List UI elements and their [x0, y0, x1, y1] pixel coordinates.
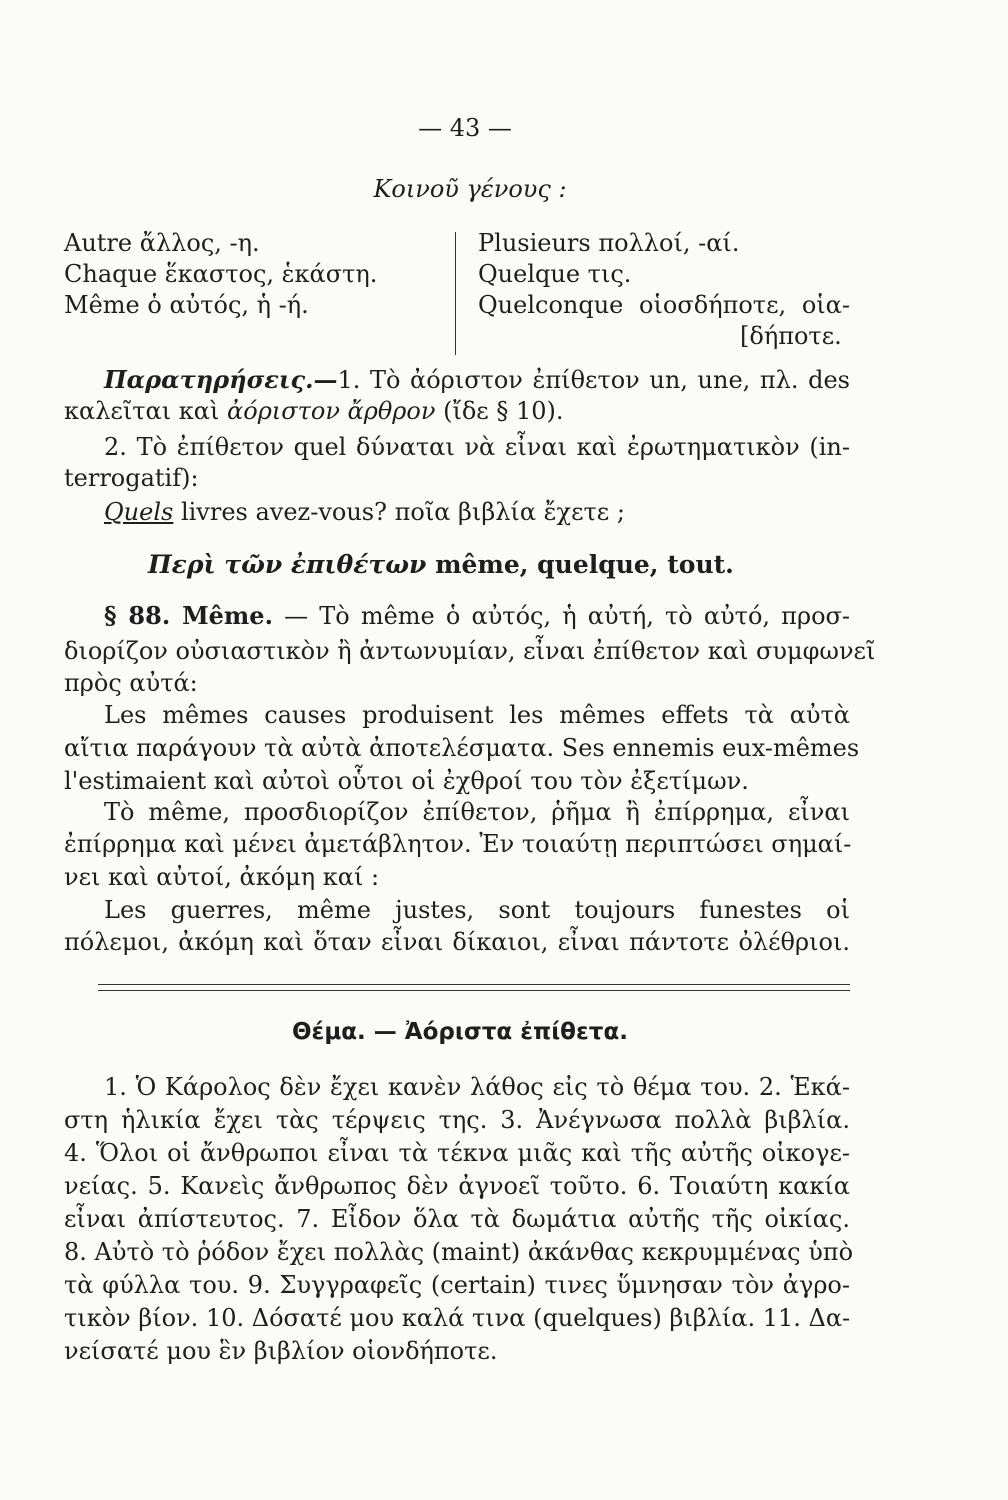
remarks-term: ἀόριστον ἄρθρον [227, 397, 436, 425]
remarks-text: (ἴδε § 10). [435, 397, 564, 425]
remarks-line [104, 365, 850, 395]
exercise-title: Θέμα. — Ἀόριστα ἐπίθετα. [291, 1019, 629, 1045]
remarks-example [104, 497, 625, 527]
example-text: livres avez-vous? ποῖα βιβλία ἔχετε ; [173, 498, 625, 526]
remarks-line [64, 396, 564, 426]
exercise-line: στη ἡλικία ἔχει τὰς τέρψεις της. 3. Ἀνέγνωσα πολλὰ βιβλία. [64, 1106, 850, 1134]
remarks-label: Παρατηρήσεις.— [104, 365, 338, 394]
section-title [148, 550, 734, 580]
table-right-row: Quelque τις. [478, 260, 632, 288]
column-divider [455, 232, 456, 355]
page-number: — 43 — [418, 114, 512, 142]
table-right-row: [δήποτε. [740, 322, 842, 350]
remarks-line: terrogatif): [64, 464, 199, 492]
exercise-line: εἶναι ἀπίστευτος. 7. Εἶδον ὅλα τὰ δωμάτια αὐτῆς τῆς οἰκίας. [64, 1205, 850, 1233]
table-left-row: Chaque ἕκαστος, ἑκάστη. [64, 260, 378, 288]
exercise-line: νείας. 5. Κανεὶς ἄνθρωπος δὲν ἀγνοεῖ τοῦτο. 6. Τοιαύτη κακία [64, 1172, 850, 1200]
section-title-latin: même, quelque, tout. [426, 550, 734, 579]
table-left-row: Autre ἄλλος, -η. [64, 229, 260, 257]
section-title-greek: Περὶ τῶν ἐπιθέτων [148, 550, 427, 579]
remarks-text: 1. Τὸ ἀόριστον ἐπίθετον un, une, πλ. des [337, 366, 850, 394]
para88-line: πόλεμοι, ἀκόμη καὶ ὅταν εἶναι δίκαιοι, εἶναι πάντοτε ὀλέθριοι. [64, 928, 850, 956]
para88-line: αἴτια παράγουν τὰ αὐτὰ ἀποτελέσματα. Ses ennemis eux-mêmes [64, 734, 860, 762]
para-number: § 88. [104, 601, 183, 630]
para88-line: Les mêmes causes produisent les mêmes effets τὰ αὐτὰ [104, 701, 850, 729]
para-text: — Τὸ même ὁ αὐτός, ἡ αὐτή, τὸ αὐτό, προσ- [272, 602, 851, 630]
para88-line: Les guerres, même justes, sont toujours funestes οἱ [104, 896, 850, 924]
remarks-text: καλεῖται καὶ [64, 397, 228, 425]
para88-line [104, 601, 850, 631]
separator-rule [98, 990, 850, 991]
para88-line: ἐπίρρημα καὶ μένει ἀμετάβλητον. Ἐν τοιαύτῃ περιπτώσει σημαί- [64, 830, 852, 858]
example-word: Quels [104, 498, 174, 526]
para88-line: πρὸς αὐτά: [64, 669, 198, 697]
table-right-row: Quelconque οἱοσδήποτε, οἱα- [478, 291, 850, 319]
para-keyword: Même. [182, 601, 273, 630]
exercise-line: τὰ φύλλα του. 9. Συγγραφεῖς (certain) τινες ὕμνησαν τὸν ἀγρο- [64, 1271, 850, 1299]
para88-line: νει καὶ αὐτοί, ἀκόμη καί : [64, 863, 380, 891]
remarks-line: 2. Τὸ ἐπίθετον quel δύναται νὰ εἶναι καὶ ἐρωτηματικὸν (in- [104, 433, 850, 461]
table-right-row: Plusieurs πολλοί, -αί. [478, 229, 740, 257]
table-left-row: Même ὁ αὐτός, ἡ -ή. [64, 291, 309, 319]
para88-line: διορίζον οὐσιαστικὸν ἢ ἀντωνυμίαν, εἶναι ἐπίθετον καὶ συμφωνεῖ [64, 637, 876, 665]
common-gender-heading: Κοινοῦ γένους : [373, 175, 567, 203]
para88-line: Τὸ même, προσδιορίζον ἐπίθετον, ῥῆμα ἢ ἐπίρρημα, εἶναι [104, 798, 850, 826]
exercise-line: νείσατέ μου ἓν βιβλίον οἱονδήποτε. [64, 1337, 498, 1365]
exercise-line: 1. Ὁ Κάρολος δὲν ἔχει κανὲν λάθος εἰς τὸ θέμα του. 2. Ἑκά- [104, 1073, 850, 1101]
exercise-line: τικὸν βίον. 10. Δόσατέ μου καλά τινα (quelques) βιβλία. 11. Δα- [64, 1304, 851, 1332]
separator-rule [98, 984, 850, 985]
para88-line: l'estimaient καὶ αὐτοὶ οὗτοι οἱ ἐχθροί του τὸν ἐξετίμων. [64, 767, 749, 795]
exercise-line: 4. Ὅλοι οἱ ἄνθρωποι εἶναι τὰ τέκνα μιᾶς καὶ τῆς αὐτῆς οἰκογε- [64, 1139, 850, 1167]
exercise-line: 8. Αὐτὸ τὸ ῥόδον ἔχει πολλὰς (maint) ἀκάνθας κεκρυμμένας ὑπὸ [64, 1238, 854, 1266]
